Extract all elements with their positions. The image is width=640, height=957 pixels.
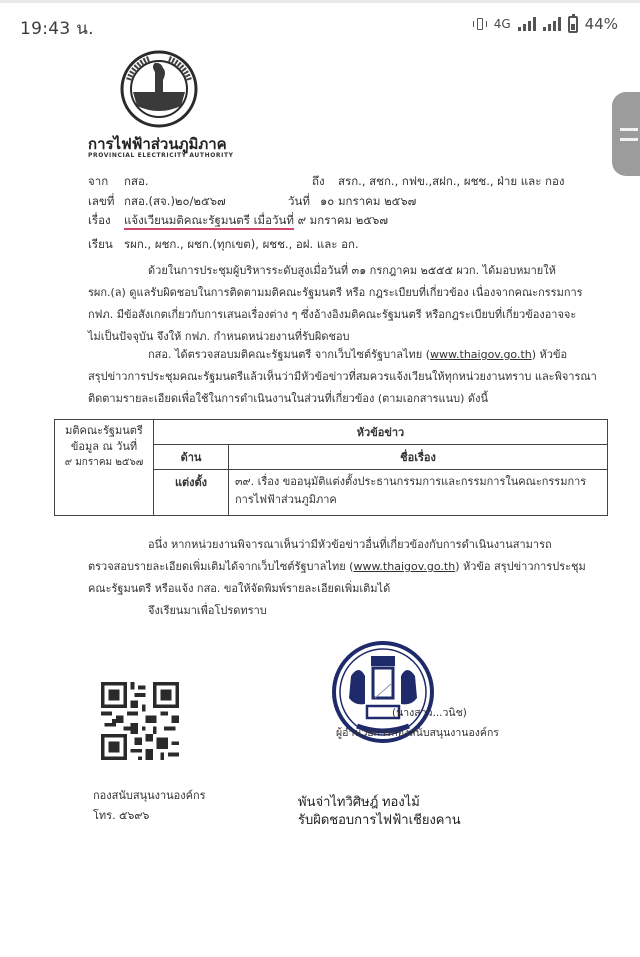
pea-logo-icon: [119, 50, 199, 128]
news-header: หัวข้อข่าว: [154, 420, 608, 445]
cabinet-date-cell: [55, 420, 154, 516]
news-table: [54, 419, 608, 516]
note-role: รับผิดชอบการไฟฟ้าเชียงคาน: [298, 812, 461, 827]
paragraph-2-text: กสอ. ได้ตรวจสอบมติคณะรัฐมนตรี จากเว็บไซต์รัฐบาลไทย (: [148, 348, 431, 361]
paragraph-3: [88, 534, 586, 600]
battery-icon: [568, 16, 578, 33]
org-name-th: การไฟฟ้าส่วนภูมิภาค: [88, 135, 227, 153]
vibrate-icon: [473, 17, 487, 31]
signatory-title: ผู้อำนวยการกองสนับสนุนงานองค์กร: [336, 727, 499, 739]
org-name-en: PROVINCIAL ELECTRICITY AUTHORITY: [88, 152, 234, 159]
drag-handle-icon[interactable]: [612, 92, 640, 176]
number-label: เลขที่: [88, 194, 115, 208]
closing-text: จึงเรียนมาเพื่อโปรดทราบ: [148, 604, 267, 617]
row-side: แต่งตั้ง: [154, 470, 229, 516]
cabinet-label: มติคณะรัฐมนตรี: [65, 424, 143, 437]
status-icons: [473, 15, 618, 33]
handwritten-note: [298, 793, 461, 829]
qr-code-icon[interactable]: [101, 682, 179, 760]
paragraph-1-line: กฟภ. มีข้อสังเกตเกี่ยวกับการเสนอเรื่องต่าง ๆ ซึ่งอ้างอิงมติคณะรัฐมนตรี หรือกฎระเบียบที่เกี่ยวข้องอาจจะ: [88, 308, 577, 321]
status-bar: [0, 0, 640, 48]
thaigov-link-2[interactable]: www.thaigov.go.th: [353, 560, 456, 573]
closing: [88, 600, 528, 622]
document-page: [0, 48, 640, 957]
from-label: จาก: [88, 174, 109, 188]
network-type: 4G: [493, 17, 511, 31]
row-title: ๓๙. เรื่อง ขออนุมัติแต่งตั้งประธานกรรมการและกรรมการในคณะกรรมการการไฟฟ้าส่วนภูมิภาค: [229, 470, 608, 516]
signatory-name: (นางสาว...วนิช): [392, 707, 467, 719]
thaigov-link[interactable]: www.thaigov.go.th: [430, 348, 532, 361]
attention-value: รผก., ผชก., ผชก.(ทุกเขต), ผชช., อฝ. และ อก.: [124, 237, 359, 251]
data-as-of-label: ข้อมูล ณ วันที่: [70, 440, 138, 453]
from-value: กสอ.: [124, 174, 149, 188]
subject-label: เรื่อง: [88, 213, 111, 227]
note-name: พันจ่าไทวิศิษฎ์ ทองไม้: [298, 794, 420, 809]
paragraph-1: [88, 260, 583, 348]
battery-percent: 44%: [584, 15, 618, 33]
paragraph-2-line: สรุปข่าวการประชุมคณะรัฐมนตรีแล้วเห็นว่ามีหัวข้อข่าวที่สมควรแจ้งเวียนให้ทุกหน่วยงานทราบ และพิจารณา: [88, 370, 597, 383]
number-value: กสอ.(สจ.)๒๐/๒๕๖๗: [124, 194, 226, 208]
department-name: กองสนับสนุนงานองค์กร: [93, 789, 206, 802]
paragraph-3-line: อนึ่ง หากหน่วยงานพิจารณาเห็นว่ามีหัวข้อข่าวอื่นที่เกี่ยวข้องกับการดำเนินงานสามารถ: [148, 538, 552, 551]
paragraph-3-text: ) หัวข้อ สรุปข่าวการประชุม: [455, 560, 586, 573]
paragraph-1-line: ไม่เป็นปัจจุบัน จึงให้ กฟภ. กำหนดหน่วยงานที่รับผิดชอบ: [88, 330, 350, 343]
data-date: ๙ มกราคม ๒๕๖๗: [64, 457, 144, 468]
paragraph-2-line: ติดตามรายละเอียดเพื่อใช้ในการดำเนินงานในส่วนที่เกี่ยวข้อง (ตามเอกสารแนบ) ดังนี้: [88, 392, 488, 405]
to-label: ถึง: [312, 174, 325, 188]
paragraph-3-text: ตรวจสอบรายละเอียดเพิ่มเติมได้จากเว็บไซต์รัฐบาลไทย (: [88, 560, 354, 573]
paragraph-1-line: ด้วยในการประชุมผู้บริหารระดับสูงเมื่อวันที่ ๓๑ กรกฎาคม ๒๕๕๕ ผวก. ได้มอบหมายให้: [148, 264, 556, 277]
paragraph-3-line: คณะรัฐมนตรี หรือแจ้ง กสอ. ขอให้จัดพิมพ์รายละเอียดเพิ่มเติมได้: [88, 582, 391, 595]
date-label: วันที่: [288, 194, 310, 208]
col-side-header: ด้าน: [154, 445, 229, 470]
attention-label: เรียน: [88, 237, 113, 251]
department-footer: [93, 786, 206, 826]
subject-value: แจ้งเวียนมติคณะรัฐมนตรี เมื่อวันที่ ๙ มกราคม ๒๕๖๗: [124, 213, 388, 227]
paragraph-2: [88, 344, 597, 410]
department-phone: โทร. ๕๖๙๖: [93, 809, 150, 822]
to-value: สรก., สชก., กฟข.,สฝก., ผชช., ฝ่าย และ กอง: [338, 174, 565, 188]
signal-4g-icon: [518, 17, 536, 31]
signal-icon: [543, 17, 561, 31]
subject-underline: [124, 228, 294, 230]
paragraph-1-line: รผก.(ล) ดูแลรับผิดชอบในการติดตามมติคณะรัฐมนตรี หรือ กฎระเบียบที่เกี่ยวข้อง เนื่องจากคณะกรรมการ: [88, 286, 583, 299]
status-time: 19:43 น.: [20, 19, 94, 39]
date-value: ๑๐ มกราคม ๒๕๖๗: [320, 194, 417, 208]
col-title-header: ชื่อเรื่อง: [229, 445, 608, 470]
paragraph-2-text: ) หัวข้อ: [531, 348, 568, 361]
